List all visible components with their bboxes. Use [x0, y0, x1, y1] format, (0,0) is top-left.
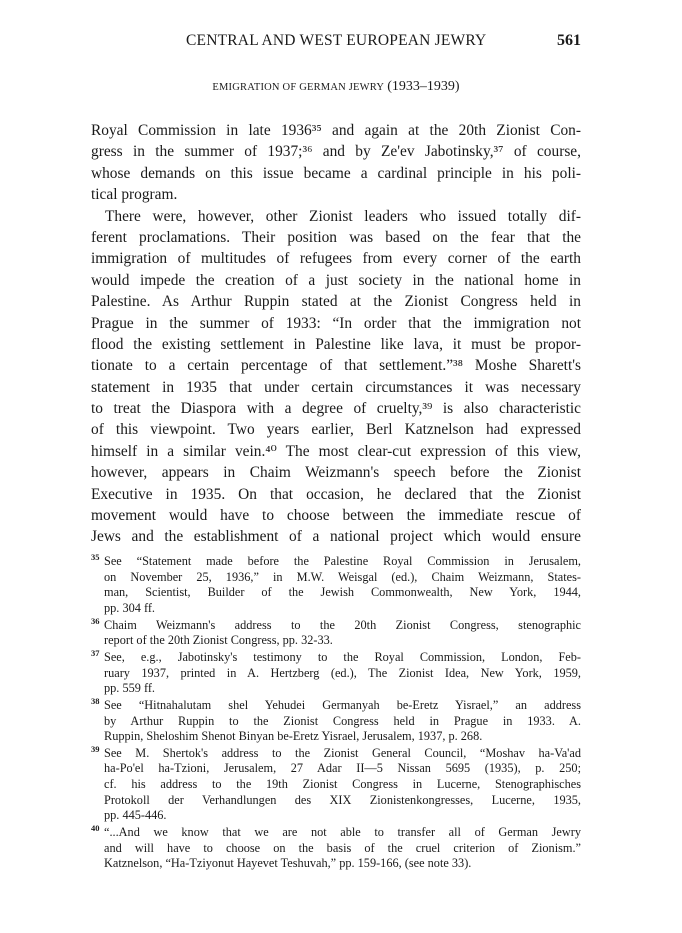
running-title: CENTRAL AND WEST EUROPEAN JEWRY [186, 32, 487, 49]
footnote-line: by Arthur Ruppin to the Zionist Congress held in Prague in 1933. A. [104, 713, 581, 728]
footnote-line: ha-Po'el ha-Tzioni, Jerusalem, 27 Adar II—5 Nissan 5695 (1935), p. 250; [104, 761, 581, 776]
footnote [91, 695, 581, 745]
footnote [91, 615, 581, 649]
footnote-line: pp. 304 ff. [104, 600, 156, 615]
footnote-number: 39 [91, 743, 100, 754]
body-line: would impede the creation of a just society in the national home in [91, 271, 581, 289]
section-title: EMIGRATION OF GERMAN JEWRY [212, 82, 385, 93]
footnote-number: 40 [91, 823, 100, 834]
footnote-number: 36 [91, 615, 100, 626]
footnote-line: cf. his address to the 19th Zionist Congress in Lucerne, Stenographisches [104, 777, 581, 792]
section-heading [91, 79, 581, 95]
footnote-line: See M. Shertok's address to the Zionist General Council, “Moshav ha-Va'ad [104, 745, 581, 760]
page-number: 561 [557, 32, 581, 49]
footnote-line: man, Scientist, Builder of the Jewish Commonwealth, New York, 1944, [104, 585, 581, 600]
footnote-line: pp. 559 ff. [104, 681, 156, 696]
footnote [91, 554, 581, 616]
footnote-line: ruary 1937, printed in A. Hertzberg (ed.), The Zionist Idea, New York, 1959, [104, 665, 581, 680]
running-head [91, 32, 581, 54]
footnote-line: “...And we know that we are not able to transfer all of German Jewry [104, 825, 581, 840]
section-years: (1933–1939) [387, 79, 460, 94]
footnote-line: report of the 20th Zionist Congress, pp. 32-33. [104, 633, 333, 648]
body-line: flood the existing settlement in Palestine like lava, it must be propor- [91, 335, 581, 353]
body-line: ferent proclamations. Their position was based on the fear that the [91, 228, 581, 246]
body-line: however, appears in Chaim Weizmann's speech before the Zionist [91, 464, 581, 482]
footnote [91, 647, 581, 697]
body-line: There were, however, other Zionist leaders who issued totally dif- [105, 207, 581, 225]
body-line: of this viewpoint. Two years earlier, Berl Katznelson had expressed [91, 421, 581, 439]
body-line: movement would have to choose between the immediate rescue of [91, 507, 581, 525]
body-line: tical program. [91, 186, 178, 204]
body-line: tionate to a certain percentage of that settlement.”³⁸ Moshe Sharett's [91, 357, 581, 375]
footnote-line: See “Statement made before the Palestine Royal Commission in Jerusalem, [104, 554, 581, 568]
footnote-number: 35 [91, 552, 100, 562]
body-line: immigration of multitudes of refugees from every corner of the earth [91, 250, 581, 268]
footnote-line: Chaim Weizmann's address to the 20th Zionist Congress, stenographic [104, 617, 581, 632]
footnote-line: See, e.g., Jabotinsky's testimony to the Royal Commission, London, Feb- [104, 649, 581, 664]
body-line: himself in a similar vein.⁴⁰ The most clear-cut expression of this view, [91, 442, 581, 460]
body-text [91, 120, 581, 548]
footnote-number: 37 [91, 647, 100, 658]
body-line: Jews and the establishment of a national project which would ensure [91, 528, 581, 546]
body-line: gress in the summer of 1937;³⁶ and by Ze'ev Jabotinsky,³⁷ of course, [91, 143, 581, 161]
footnote-line: and will have to choose on the basis of the cruel criterion of Zionism.” [104, 840, 581, 855]
footnote-line: Katznelson, “Ha-Tziyonut Hayevet Teshuvah,” pp. 159-166, (see note 33). [104, 856, 472, 871]
footnote [91, 743, 581, 824]
footnote-line: Protokoll der Verhandlungen des XIX Zionistenkongresses, Lucerne, 1935, [104, 792, 581, 807]
body-line: whose demands on this issue became a cardinal principle in his poli- [91, 164, 581, 182]
body-line: to treat the Diaspora with a degree of cruelty,³⁹ is also characteristic [91, 400, 581, 418]
footnote-line: Ruppin, Sheloshim Shenot Binyan be-Eretz Yisrael, Jerusalem, 1937, p. 268. [104, 729, 483, 744]
footnote-number: 38 [91, 695, 100, 706]
body-line: Palestine. As Arthur Ruppin stated at the Zionist Congress held in [91, 293, 581, 311]
footnote-line: pp. 445-446. [104, 808, 167, 823]
footnote [91, 825, 581, 872]
footnote-line: See “Hitnahalutam shel Yehudei Germanyah be-Eretz Yisrael,” an address [104, 697, 581, 712]
footnotes [91, 554, 581, 872]
body-line: Royal Commission in late 1936³⁵ and again at the 20th Zionist Con- [91, 122, 581, 139]
footnote-line: on November 25, 1936,” in M.W. Weisgal (ed.), Chaim Weizmann, States- [104, 569, 581, 584]
body-line: Prague in the summer of 1933: “In order that the immigration not [91, 314, 581, 332]
body-line: Executive in 1935. On that occasion, he declared that the Zionist [91, 485, 581, 503]
body-line: statement in 1935 that under certain circumstances it was necessary [91, 378, 581, 396]
